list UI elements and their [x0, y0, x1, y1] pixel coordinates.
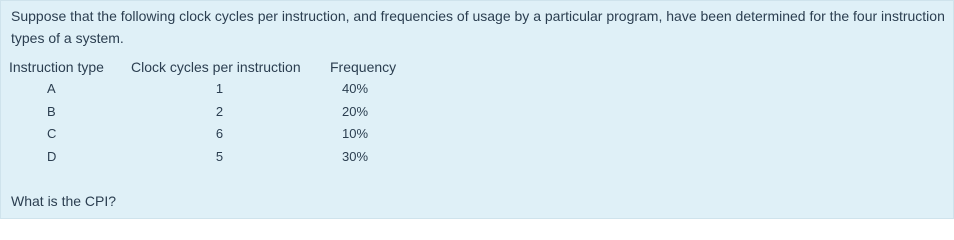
header-clock-cycles: Clock cycles per instruction: [131, 59, 301, 75]
instruction-type-cell: A: [47, 81, 56, 97]
cpi-cell: 1: [215, 81, 224, 97]
cpi-cell: 2: [215, 103, 224, 119]
frequency-cell: 30%: [342, 148, 369, 164]
instruction-type-cell: C: [47, 126, 57, 142]
frequency-cell: 20%: [342, 103, 369, 119]
question-text: What is the CPI?: [11, 193, 117, 209]
table-row: [9, 123, 420, 146]
table-row: [9, 78, 420, 101]
cpi-cell: 6: [215, 126, 224, 142]
cpi-cell: 5: [215, 148, 224, 164]
frequency-cell: 10%: [342, 126, 369, 142]
frequency-cell: 40%: [342, 81, 369, 97]
table-header-row: [9, 56, 420, 78]
header-instruction-type: Instruction type: [9, 59, 104, 75]
instruction-type-cell: D: [47, 148, 57, 164]
instruction-type-cell: B: [47, 103, 56, 119]
table-row: [9, 146, 420, 169]
problem-statement: Suppose that the following clock cycles per instruction, and frequencies of usage by a particular program, have been determined for the four instruction types of a system.: [11, 8, 945, 46]
instruction-table: [9, 56, 420, 168]
header-frequency: Frequency: [330, 59, 397, 75]
table-row: [9, 101, 420, 124]
